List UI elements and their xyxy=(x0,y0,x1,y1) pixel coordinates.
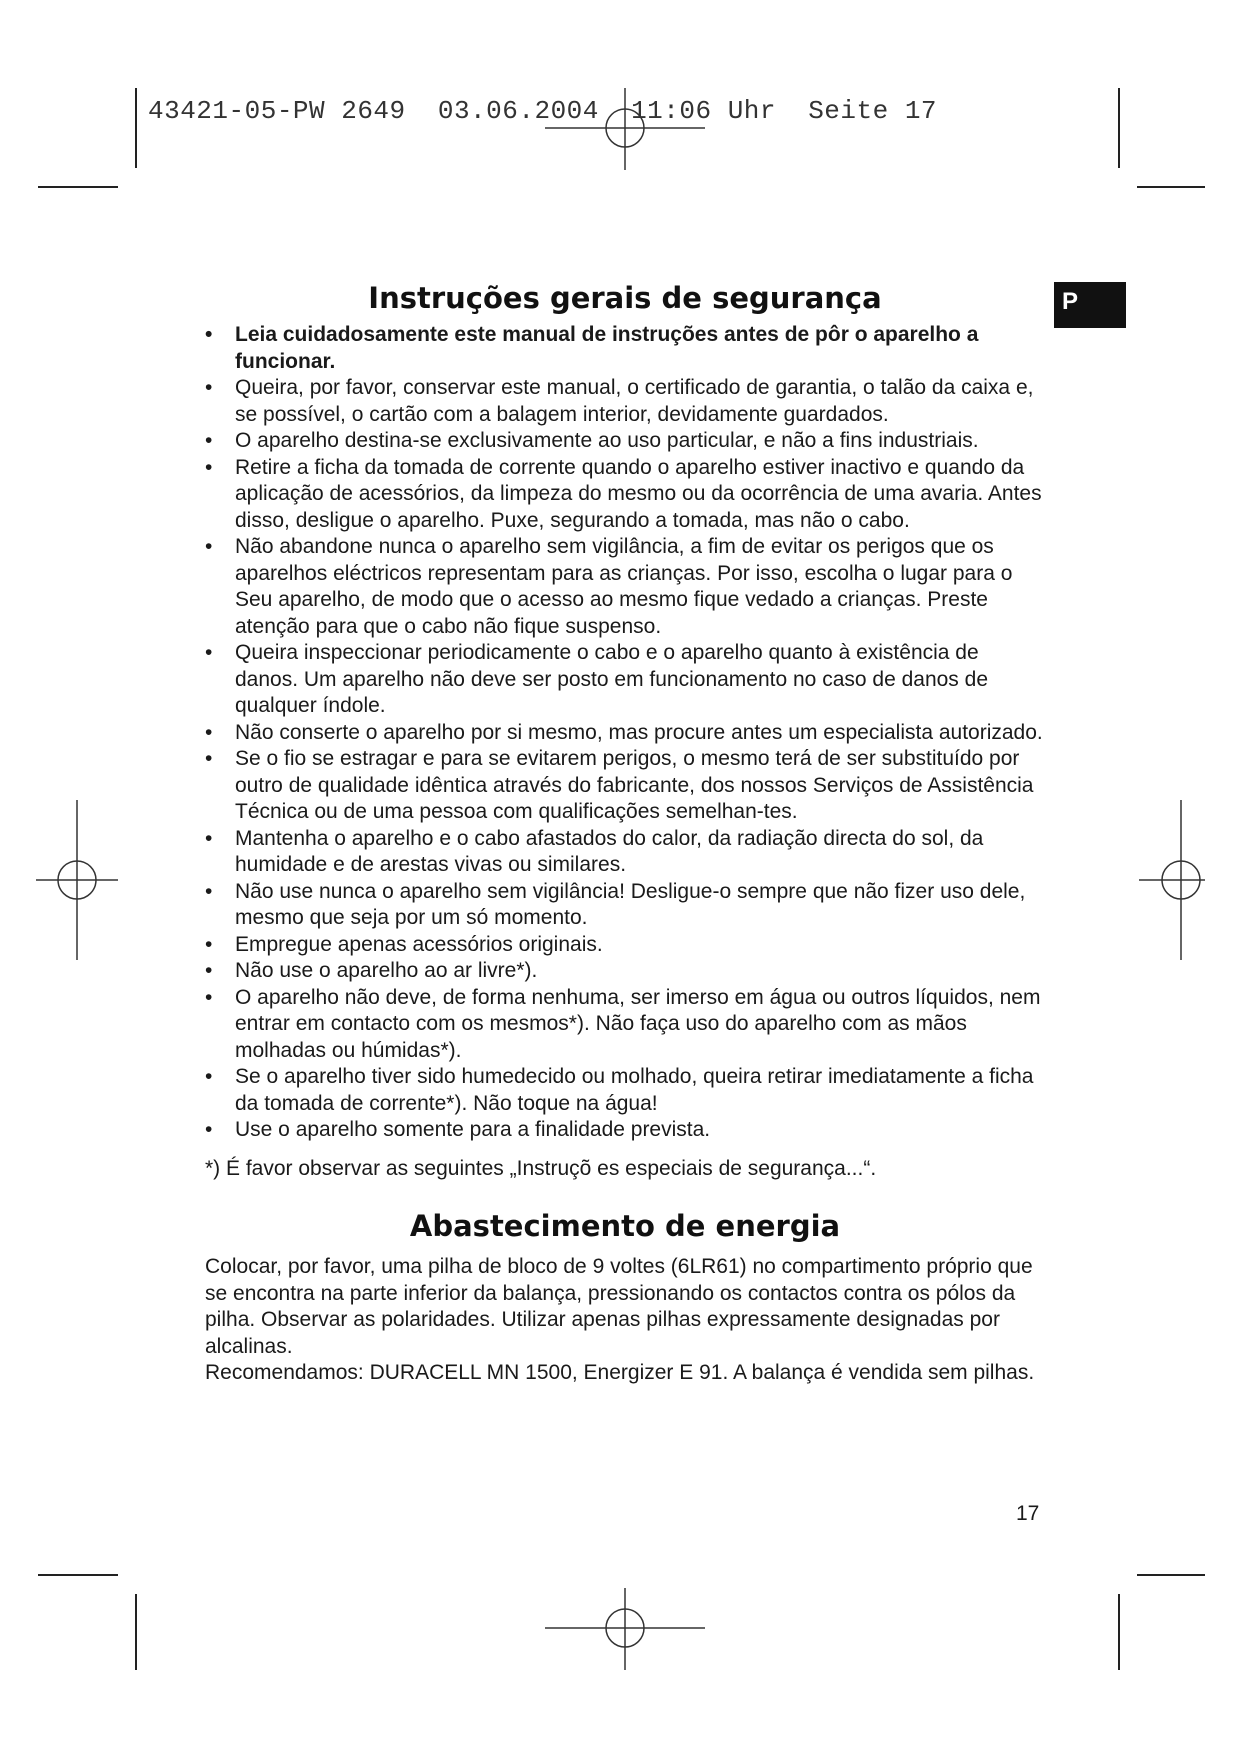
list-item: • Queira, por favor, conservar este manual, o certificado de garantia, o talão da caixa e, se possível, o cartão com a balagem interior, devidamente guardados. xyxy=(205,375,1045,428)
energy-section xyxy=(205,1206,1045,1387)
list-item: • Empregue apenas acessórios originais. xyxy=(205,932,1045,959)
crop-mark-top-right-vertical xyxy=(1118,88,1120,168)
list-item: • Se o fio se estragar e para se evitarem perigos, o mesmo terá de ser substituído por outro de qualidade idêntica através do fabricante, dos nossos Serviços de Assistência Técnica ou de uma pessoa com qualificações semelhan-tes. xyxy=(205,746,1045,826)
list-item: • Use o aparelho somente para a finalidade prevista. xyxy=(205,1117,1045,1144)
list-item: • Não use nunca o aparelho sem vigilância! Desligue-o sempre que não fizer uso dele, mesmo que seja por um só momento. xyxy=(205,879,1045,932)
crop-mark-bottom-right-vertical xyxy=(1118,1594,1120,1670)
energy-paragraph: Colocar, por favor, uma pilha de bloco de 9 voltes (6LR61) no compartimento próprio que se encontra na parte inferior da balança, pressionando os contactos contra os pólos da pilha. Observar as polaridades. Utilizar apenas pilhas expressamente designadas por alcalinas. xyxy=(205,1255,1033,1358)
list-item: • Mantenha o aparelho e o cabo afastados do calor, da radiação directa do sol, da humidade e de arestas vivas ou similares. xyxy=(205,826,1045,879)
print-header: 43421-05-PW 2649 03.06.2004 11:06 Uhr Seite 17 xyxy=(148,96,938,126)
crop-mark-top-left-vertical xyxy=(135,88,137,168)
page-number: 17 xyxy=(1016,1502,1040,1525)
list-item: • Leia cuidadosamente este manual de instruções antes de pôr o aparelho a funcionar. xyxy=(205,322,1045,375)
energy-title: Abastecimento de energia xyxy=(409,1209,841,1243)
main-content xyxy=(205,278,1045,1387)
safety-list xyxy=(205,322,1045,1144)
registration-mark-left-icon xyxy=(36,800,118,960)
registration-mark-right-icon xyxy=(1139,800,1205,960)
list-item: • Não abandone nunca o aparelho sem vigilância, a fim de evitar os perigos que os aparelhos eléctricos representam para as crianças. Por isso, escolha o lugar para o Seu aparelho, de modo que o acesso ao mesmo fique vedado a crianças. Preste atenção para que o cabo não fique suspenso. xyxy=(205,534,1045,640)
list-item: • Não conserte o aparelho por si mesmo, mas procure antes um especialista autorizado. xyxy=(205,720,1045,747)
list-item: • Retire a ficha da tomada de corrente quando o aparelho estiver inactivo e quando da aplicação de acessórios, da limpeza do mesmo ou da ocorrência de uma avaria. Antes disso, desligue o aparelho. Puxe, segurando a tomada, mas não o cabo. xyxy=(205,455,1045,535)
footnote: *) É favor observar as seguintes „Instruçõ es especiais de segurança...“. xyxy=(205,1156,877,1180)
crop-mark-top-left-horizontal xyxy=(38,186,118,188)
crop-mark-bottom-left-vertical xyxy=(135,1594,137,1670)
list-item: • O aparelho não deve, de forma nenhuma, ser imerso em água ou outros líquidos, nem entrar em contacto com os mesmos*). Não faça uso do aparelho com as mãos molhadas ou húmidas*). xyxy=(205,985,1045,1065)
list-item: • Se o aparelho tiver sido humedecido ou molhado, queira retirar imediatamente a ficha da tomada de corrente*). Não toque na água! xyxy=(205,1064,1045,1117)
battery-recommendation: Recomendamos: DURACELL MN 1500, Energizer E 91. A balança é vendida sem pilhas. xyxy=(205,1361,1035,1384)
crop-mark-bottom-left-horizontal xyxy=(38,1574,118,1576)
crop-mark-top-right-horizontal xyxy=(1137,186,1205,188)
registration-mark-bottom-icon xyxy=(545,1588,705,1670)
list-item: • O aparelho destina-se exclusivamente ao uso particular, e não a fins industriais. xyxy=(205,428,1045,455)
crop-mark-bottom-right-horizontal xyxy=(1137,1574,1205,1576)
list-item: • Queira inspeccionar periodicamente o cabo e o aparelho quanto à existência de danos. Um aparelho não deve ser posto em funcionamento no caso de danos de qualquer índole. xyxy=(205,640,1045,720)
language-tab: P xyxy=(1054,282,1126,328)
list-item: • Não use o aparelho ao ar livre*). xyxy=(205,958,1045,985)
safety-title: Instruções gerais de segurança xyxy=(368,281,882,315)
